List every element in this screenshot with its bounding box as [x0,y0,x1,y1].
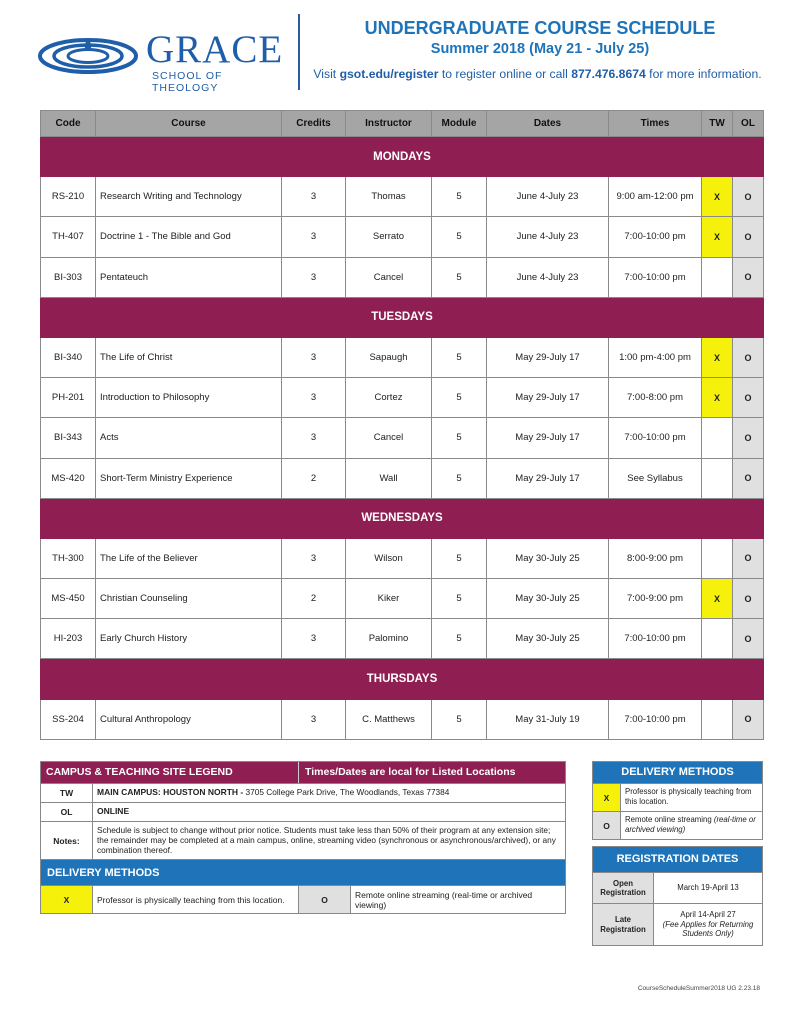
campus-name: MAIN CAMPUS: HOUSTON NORTH - [97,787,244,797]
late-registration-label: Late Registration [593,904,654,945]
cell-module: 5 [432,458,487,498]
cell-dates: May 29-July 17 [487,458,609,498]
cell-code: MS-450 [41,579,96,619]
open-registration-dates: March 19-April 13 [677,883,739,893]
cell-module: 5 [432,337,487,377]
column-header-ol: OL [733,111,764,137]
cell-code: RS-210 [41,177,96,217]
table-row [41,619,764,659]
legend-header [41,762,565,783]
cell-tw [702,619,733,659]
cell-dates: May 30-July 25 [487,619,609,659]
campus-legend [40,761,566,914]
cell-course: Acts [96,418,282,458]
cell-credits: 2 [282,458,346,498]
legend-delivery-title: DELIVERY METHODS [41,859,565,885]
cell-code: SS-204 [41,699,96,739]
day-header-thursdays [41,659,764,699]
cell-code: BI-303 [41,257,96,297]
cell-module: 5 [432,579,487,619]
column-header-instructor: Instructor [346,111,432,137]
table-row [41,378,764,418]
column-header-dates: Dates [487,111,609,137]
cell-credits: 3 [282,257,346,297]
cell-course: Cultural Anthropology [96,699,282,739]
cell-times: 7:00-10:00 pm [609,418,702,458]
cell-ol: O [733,378,764,418]
cell-credits: 3 [282,217,346,257]
cell-tw: X [702,177,733,217]
document-footer: CourseScheduleSummer2018 UG 2.23.18 [637,985,760,992]
tw-x-key: X [593,784,621,811]
cell-tw: X [702,217,733,257]
cell-instructor: Wall [346,458,432,498]
cell-times: 1:00 pm-4:00 pm [609,337,702,377]
cell-tw [702,538,733,578]
delivery-methods-box [592,761,763,840]
cell-course: Early Church History [96,619,282,659]
cell-module: 5 [432,257,487,297]
delivery-row-x [593,783,762,811]
cell-ol: O [733,177,764,217]
registration-row-late [593,903,762,945]
cell-instructor: Cancel [346,257,432,297]
cell-instructor: Sapaugh [346,337,432,377]
column-header-times: Times [609,111,702,137]
cell-ol: O [733,337,764,377]
cell-course: Doctrine 1 - The Bible and God [96,217,282,257]
ol-o-key: O [299,886,351,913]
grace-logo [38,28,288,94]
cell-tw: X [702,579,733,619]
cell-instructor: Wilson [346,538,432,578]
register-info [300,67,775,81]
day-label: MONDAYS [41,137,764,177]
cell-course: The Life of Christ [96,337,282,377]
cell-times: See Syllabus [609,458,702,498]
table-row [41,257,764,297]
cell-credits: 3 [282,337,346,377]
table-row [41,538,764,578]
cell-dates: June 4-July 23 [487,257,609,297]
cell-module: 5 [432,699,487,739]
info-text: Visit [313,67,340,81]
legend-title: CAMPUS & TEACHING SITE LEGEND [41,762,299,783]
page-title: UNDERGRADUATE COURSE SCHEDULE [364,18,716,38]
table-header-row [41,111,764,137]
online-label: ONLINE [97,806,130,816]
legend-value [93,784,565,802]
cell-course: Introduction to Philosophy [96,378,282,418]
column-header-code: Code [41,111,96,137]
cell-credits: 3 [282,699,346,739]
cell-tw [702,257,733,297]
cell-module: 5 [432,418,487,458]
cell-module: 5 [432,619,487,659]
cell-instructor: Cancel [346,418,432,458]
table-row [41,579,764,619]
cell-course: Christian Counseling [96,579,282,619]
cell-times: 7:00-10:00 pm [609,217,702,257]
delivery-x-text: Professor is physically teaching from this location. [625,787,752,806]
info-text: to register online or call [438,67,572,81]
cell-tw: X [702,378,733,418]
cell-tw [702,699,733,739]
cell-code: PH-201 [41,378,96,418]
legend-key: TW [41,784,93,802]
table-row [41,458,764,498]
cell-credits: 3 [282,177,346,217]
ol-o-key: O [593,812,621,839]
register-link[interactable]: gsot.edu/register [339,67,439,81]
cell-credits: 3 [282,619,346,659]
cell-ol: O [733,217,764,257]
cell-credits: 3 [282,538,346,578]
cell-ol: O [733,619,764,659]
cell-ol: O [733,699,764,739]
cell-instructor: Kiker [346,579,432,619]
cell-credits: 3 [282,418,346,458]
legend-key: OL [41,803,93,821]
delivery-o-text [621,812,762,839]
day-label: THURSDAYS [41,659,764,699]
cell-tw [702,458,733,498]
day-header-tuesdays [41,297,764,337]
cell-ol: O [733,538,764,578]
cell-module: 5 [432,177,487,217]
cell-dates: June 4-July 23 [487,217,609,257]
table-row [41,418,764,458]
cell-times: 8:00-9:00 pm [609,538,702,578]
delivery-methods-title: DELIVERY METHODS [593,762,762,783]
cell-times: 7:00-10:00 pm [609,619,702,659]
cell-dates: May 29-July 17 [487,378,609,418]
day-header-mondays [41,137,764,177]
course-schedule-table [40,110,764,740]
registration-dates-box [592,846,763,946]
column-header-tw: TW [702,111,733,137]
cell-tw: X [702,337,733,377]
cell-ol: O [733,458,764,498]
registration-title: REGISTRATION DATES [593,847,762,872]
cell-dates: May 29-July 17 [487,337,609,377]
table-row [41,217,764,257]
page-subtitle: Summer 2018 (May 21 - July 25) [430,41,650,57]
table-row [41,699,764,739]
cell-dates: May 30-July 25 [487,538,609,578]
cell-dates: June 4-July 23 [487,177,609,217]
legend-key: Notes: [41,822,93,859]
phone-number: 877.476.8674 [571,67,646,81]
cell-code: BI-343 [41,418,96,458]
cell-instructor: Cortez [346,378,432,418]
cell-times: 7:00-8:00 pm [609,378,702,418]
legend-row-ol [41,802,565,821]
legend-value [93,803,565,821]
legend-row-notes [41,821,565,859]
late-registration-dates [654,904,762,945]
late-dates: April 14-April 27 [680,910,736,920]
day-label: TUESDAYS [41,297,764,337]
column-header-course: Course [96,111,282,137]
cell-code: TH-407 [41,217,96,257]
cell-dates: May 31-July 19 [487,699,609,739]
cell-code: BI-340 [41,337,96,377]
legend-notes: Schedule is subject to change without prior notice. Students must take less than 50% of their program at any extension site; the remainder may be completed at a main campus, online, streaming video (synchronous or asynchronous/archived), or any combination thereof. [97,825,556,855]
cell-module: 5 [432,538,487,578]
campus-address: 3705 College Park Drive, The Woodlands, Texas 77384 [243,787,450,797]
cell-instructor: Thomas [346,177,432,217]
cell-module: 5 [432,378,487,418]
cell-instructor: Palomino [346,619,432,659]
logo-brand: GRACE [146,28,284,71]
cell-dates: May 30-July 25 [487,579,609,619]
registration-row-open [593,872,762,903]
cell-course: Research Writing and Technology [96,177,282,217]
cell-ol: O [733,257,764,297]
cell-code: HI-203 [41,619,96,659]
cell-code: MS-420 [41,458,96,498]
wave-logo-icon [38,34,138,76]
column-header-module: Module [432,111,487,137]
cell-course: Pentateuch [96,257,282,297]
cell-module: 5 [432,217,487,257]
cell-times: 7:00-9:00 pm [609,579,702,619]
cell-instructor: C. Matthews [346,699,432,739]
late-fee-note: (Fee Applies for Returning Students Only) [662,919,754,939]
ol-o-text: Remote online streaming (real-time or archived viewing) [355,889,533,910]
cell-tw [702,418,733,458]
day-label: WEDNESDAYS [41,498,764,538]
delivery-o-italic: (real-time or archived viewing) [625,815,756,834]
delivery-o-main: Remote online streaming [625,815,714,824]
table-row [41,177,764,217]
delivery-row-o [593,811,762,839]
info-text: for more information. [645,67,762,81]
legend-delivery-row [41,885,565,913]
cell-ol: O [733,579,764,619]
logo-subtitle: SCHOOL OF THEOLOGY [152,70,223,94]
cell-times: 7:00-10:00 pm [609,257,702,297]
cell-course: Short-Term Ministry Experience [96,458,282,498]
legend-times-note: Times/Dates are local for Listed Locations [305,766,516,778]
cell-times: 7:00-10:00 pm [609,699,702,739]
cell-ol: O [733,418,764,458]
day-header-wednesdays [41,498,764,538]
cell-dates: May 29-July 17 [487,418,609,458]
cell-instructor: Serrato [346,217,432,257]
table-row [41,337,764,377]
cell-code: TH-300 [41,538,96,578]
cell-credits: 3 [282,378,346,418]
tw-x-key: X [41,886,93,913]
legend-row-tw [41,783,565,802]
column-header-credits: Credits [282,111,346,137]
cell-course: The Life of the Believer [96,538,282,578]
open-registration-label: Open Registration [593,873,654,903]
tw-x-text: Professor is physically teaching from this location. [93,886,299,913]
cell-times: 9:00 am-12:00 pm [609,177,702,217]
cell-credits: 2 [282,579,346,619]
